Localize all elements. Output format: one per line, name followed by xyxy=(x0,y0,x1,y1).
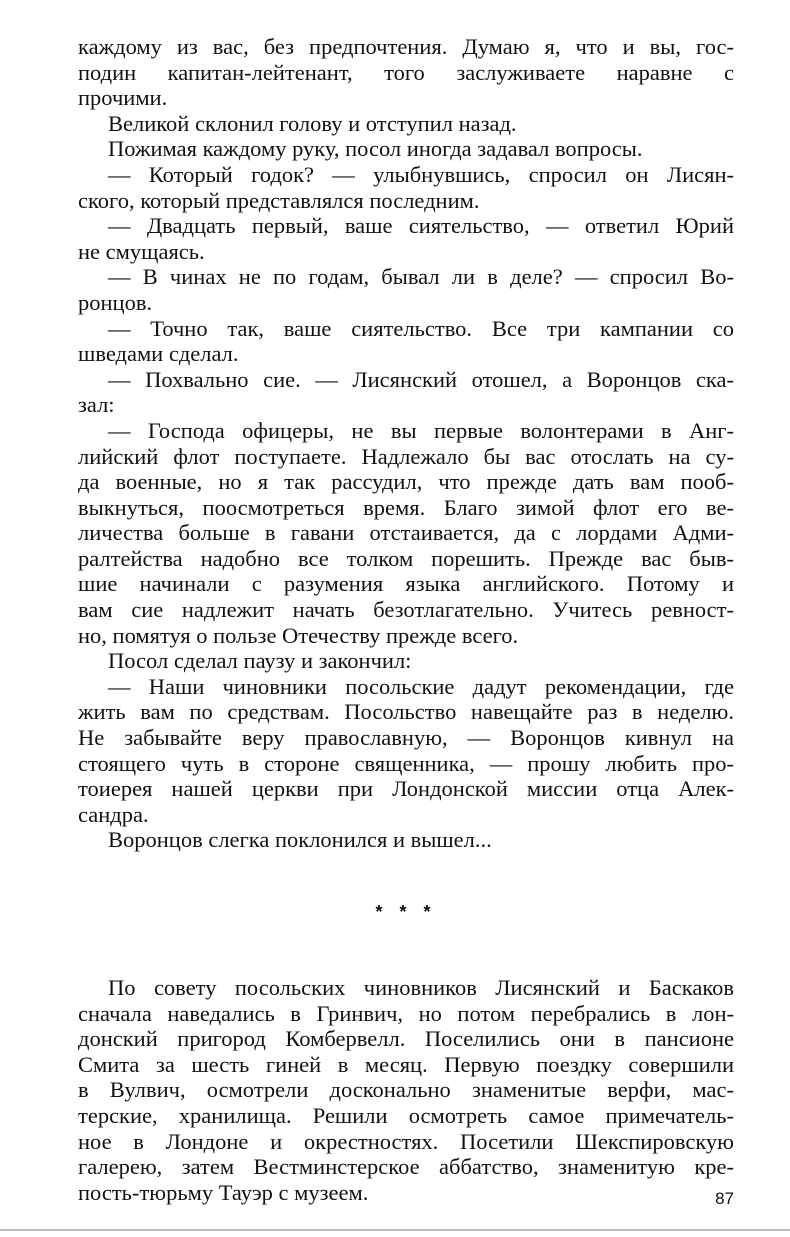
text-line: сандра. xyxy=(78,801,149,827)
page-number: 87 xyxy=(715,1189,734,1208)
text-line: пость-тюрьму Тауэр с музеем. xyxy=(78,1179,369,1205)
text-line: — Двадцать первый, ваше сиятельство, — ответил Юрий xyxy=(108,213,734,239)
paragraph xyxy=(78,648,734,674)
text-line: стоящего чуть в стороне священника, — прошу любить про- xyxy=(78,750,734,776)
paragraph xyxy=(78,418,734,648)
text-line: Великой склонил голову и отступил назад. xyxy=(108,110,517,136)
paragraph xyxy=(78,674,734,828)
paragraph xyxy=(78,316,734,367)
text-line: ное в Лондоне и окрестностях. Посетили Шекспировскую xyxy=(78,1128,734,1154)
text-line: личества больше в гавани отстаивается, да с лордами Адми- xyxy=(78,520,734,546)
text-line: каждому из вас, без предпочтения. Думаю я, что и вы, гос- xyxy=(78,34,734,59)
text-line: сначала наведались в Гринвич, но потом перебрались в лон- xyxy=(78,1000,734,1026)
text-line: По совету посольских чиновников Лисянский и Баскаков xyxy=(108,975,734,1000)
paragraph xyxy=(78,367,734,418)
text-line: зал: xyxy=(78,392,115,418)
text-line: шведами сделал. xyxy=(78,341,239,367)
section-separator: * * * xyxy=(375,901,437,922)
text-line: — В чинах не по годам, бывал ли в деле? — спросил Во- xyxy=(108,264,734,290)
page-body xyxy=(78,34,734,1205)
text-line: — Господа офицеры, не вы первые волонтерами в Анг- xyxy=(108,417,734,443)
text-line: Не забывайте веру православную, — Воронцов кивнул на xyxy=(78,725,734,751)
text-line: шие начинали с разумения языка английского. Потому и xyxy=(78,571,734,597)
bottom-rule xyxy=(0,1229,790,1231)
text-line: жить вам по средствам. Посольство навещайте раз в неделю. xyxy=(78,699,734,725)
paragraph xyxy=(78,34,734,111)
text-line: ронцов. xyxy=(78,289,153,315)
text-line: выкнуться, поосмотреться время. Благо зимой флот его ве- xyxy=(78,494,734,520)
text-line: Пожимая каждому руку, посол иногда задавал вопросы. xyxy=(108,136,643,162)
text-line: Воронцов слегка поклонился и вышел... xyxy=(108,827,492,853)
text-line: донский пригород Комбервелл. Поселились они в пансионе xyxy=(78,1026,734,1052)
text-section-2 xyxy=(78,975,734,1205)
paragraph xyxy=(78,162,734,213)
paragraph xyxy=(78,111,734,137)
paragraph xyxy=(78,975,734,1205)
text-line: не смущаясь. xyxy=(78,238,205,264)
text-line: терские, хранилища. Решили осмотреть самое примечатель- xyxy=(78,1102,734,1128)
text-line: подин капитан-лейтенант, того заслуживаете наравне с xyxy=(78,59,734,85)
text-line: Смита за шесть гиней в месяц. Первую поездку совершили xyxy=(78,1051,734,1077)
text-section-1 xyxy=(78,34,734,853)
text-line: галерею, затем Вестминстерское аббатство, знаменитую кре- xyxy=(78,1154,734,1180)
text-line: — Наши чиновники посольские дадут рекомендации, где xyxy=(108,673,734,699)
text-line: прочими. xyxy=(78,85,168,111)
text-line: ралтейства надобно все толком порешить. Прежде вас быв- xyxy=(78,545,734,571)
text-line: ского, который представлялся последним. xyxy=(78,187,480,213)
text-line: вам сие надлежит начать безотлагательно. Учитесь ревност- xyxy=(78,597,734,623)
text-line: — Который годок? — улыбнувшись, спросил он Лисян- xyxy=(108,161,734,187)
paragraph xyxy=(78,136,734,162)
text-line: в Вулвич, осмотрели досконально знаменитые верфи, мас- xyxy=(78,1077,734,1103)
paragraph xyxy=(78,213,734,264)
text-line: — Похвально сие. — Лисянский отошел, а Воронцов ска- xyxy=(108,366,734,392)
text-line: — Точно так, ваше сиятельство. Все три кампании со xyxy=(108,315,734,341)
text-line: лийский флот поступаете. Надлежало бы вас отослать на су- xyxy=(78,443,734,469)
text-line: тоиерея нашей церкви при Лондонской миссии отца Алек- xyxy=(78,776,734,802)
text-line: да военные, но я так рассудил, что прежде дать вам пооб- xyxy=(78,469,734,495)
paragraph xyxy=(78,264,734,315)
text-line: Посол сделал паузу и закончил: xyxy=(108,648,412,674)
text-line: но, помятуя о пользе Отечеству прежде всего. xyxy=(78,622,519,648)
paragraph xyxy=(78,827,734,853)
